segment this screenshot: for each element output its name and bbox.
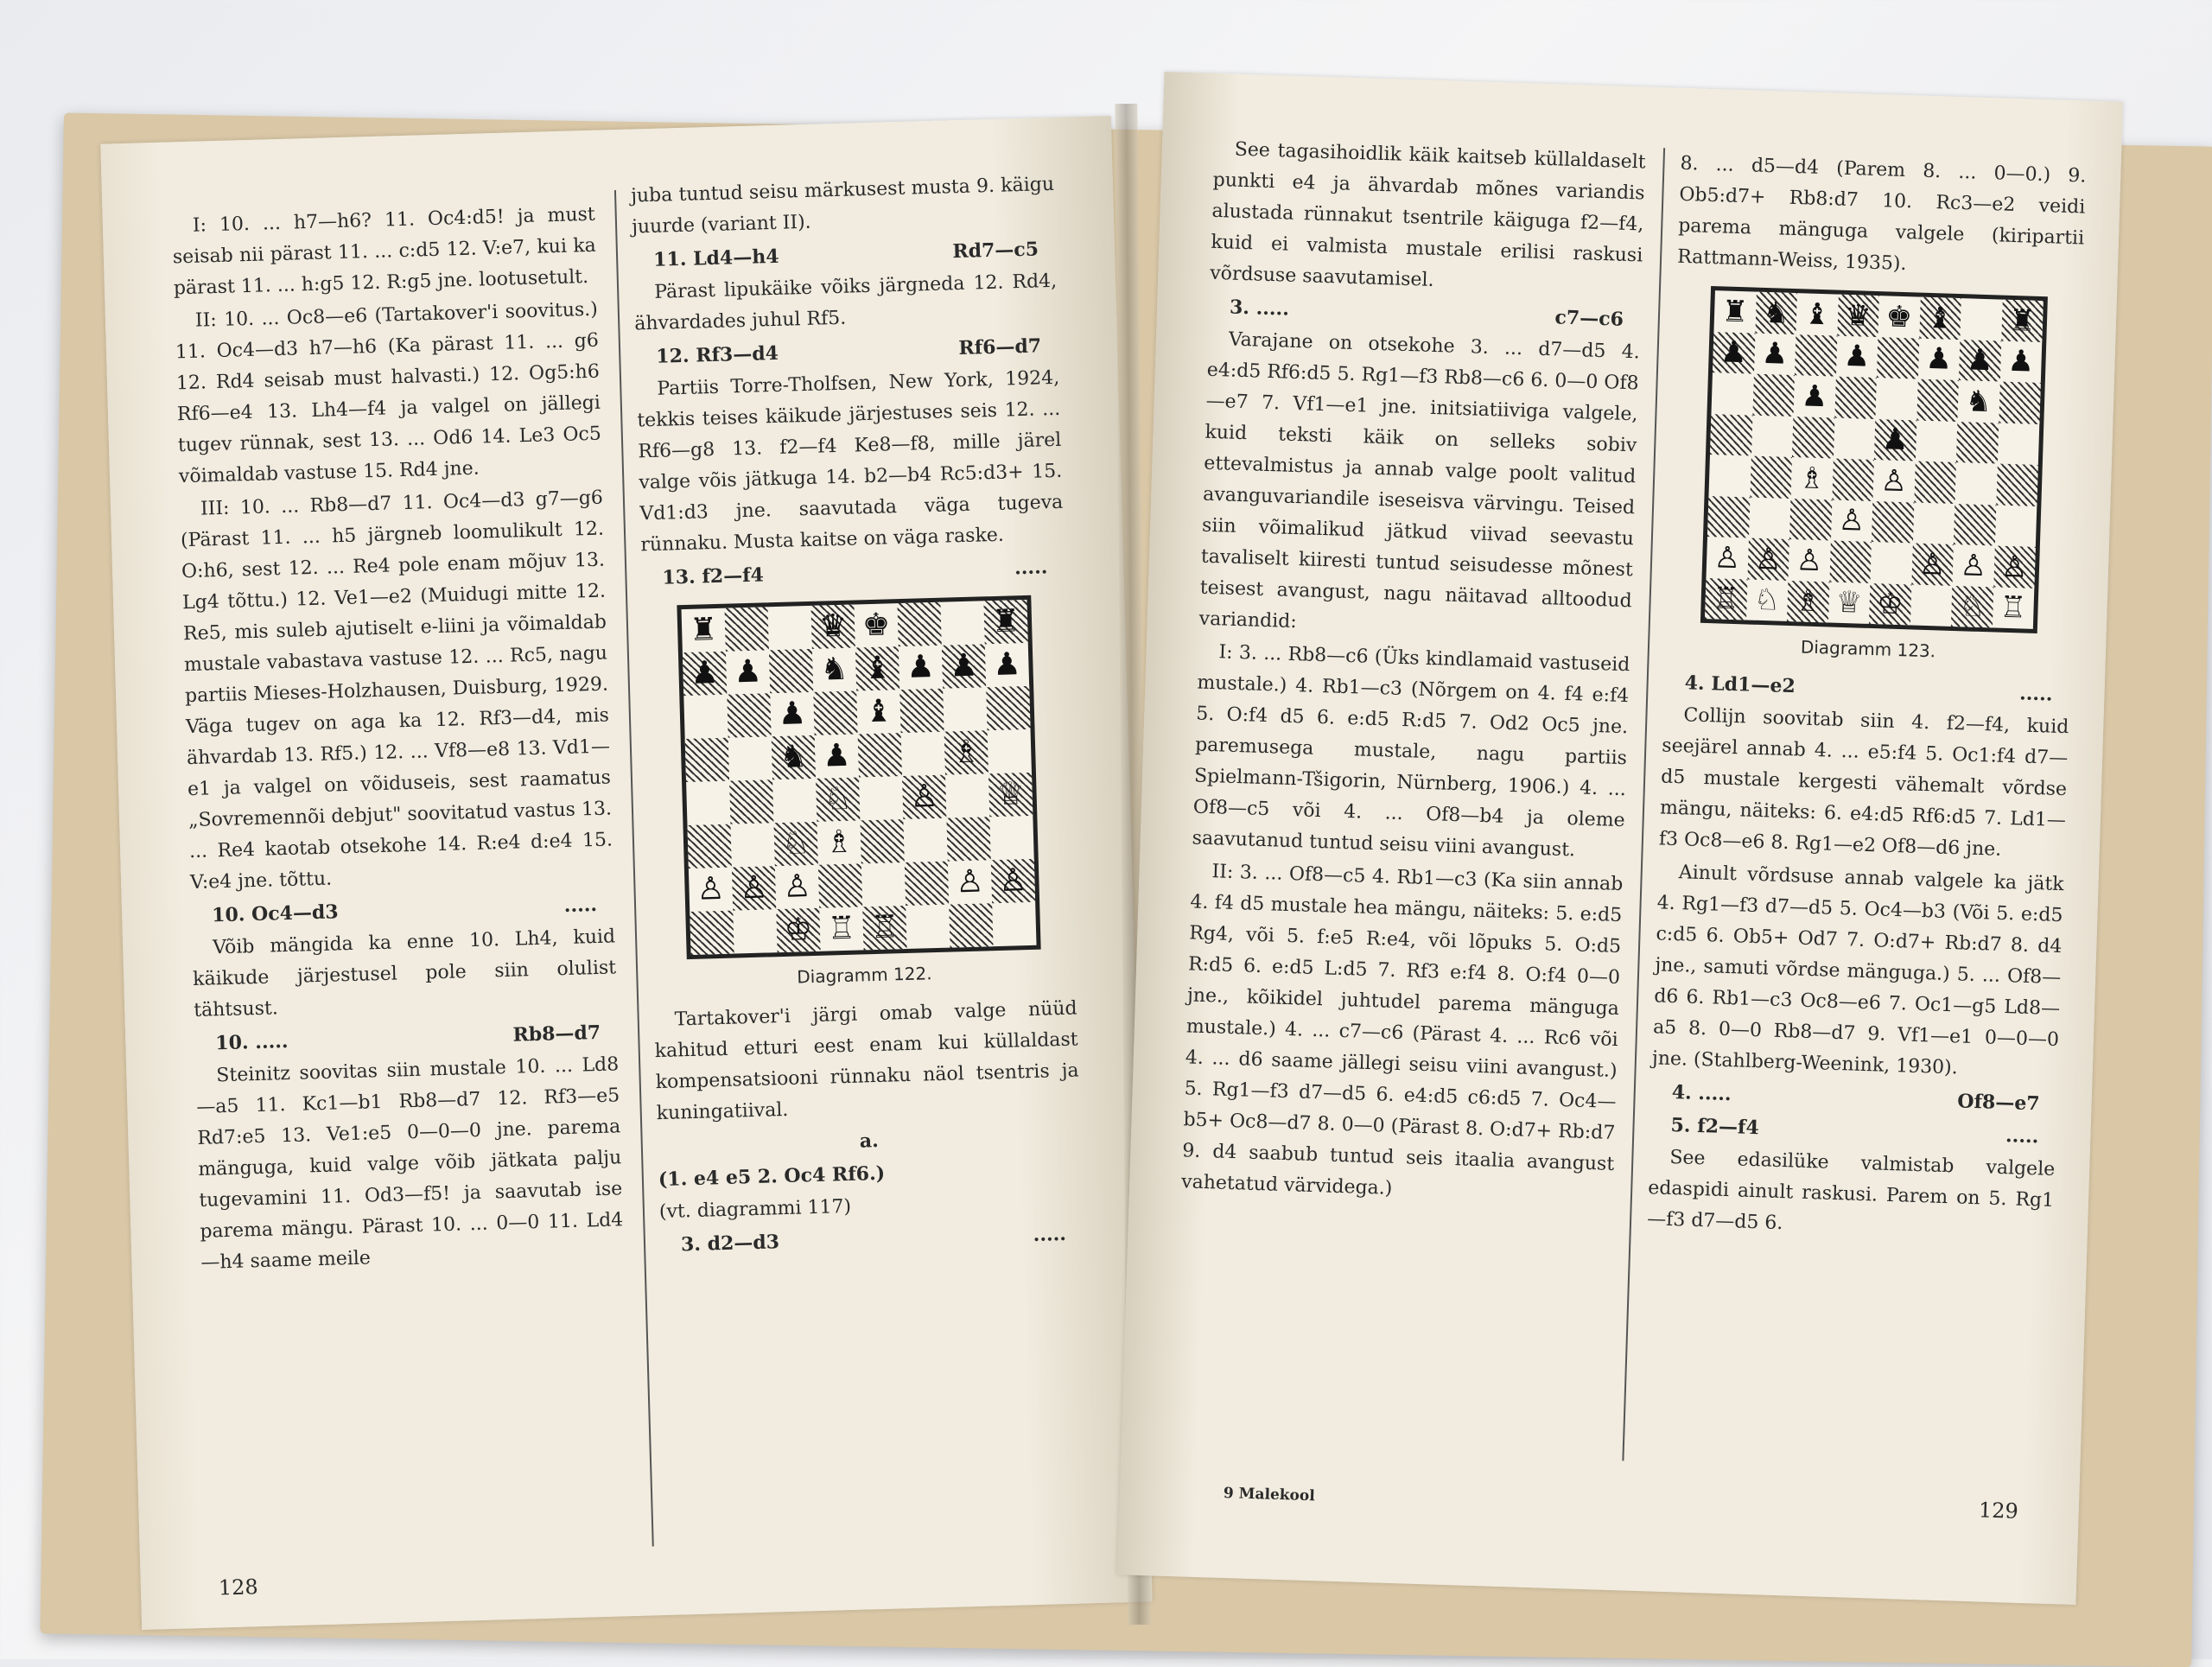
left-col2-top [631, 169, 1065, 594]
chess-square [1996, 463, 2038, 506]
chess-piece-square: ♙ [902, 775, 946, 819]
chess-diagram-122 [677, 595, 1040, 959]
chess-square [1710, 414, 1752, 456]
chess-square [1872, 500, 1914, 543]
chess-piece-square: ♙ [991, 859, 1035, 903]
chess-square [943, 687, 987, 731]
chess-piece-square: ♟ [1959, 340, 2001, 382]
paragraph: (vt. diagrammi 117) [658, 1195, 852, 1224]
paragraph: I: 10. ... h7—h6? 11. Oc4:d5! ja must seisab nii pärast 11. ... c:d5 12. V:e7, kui ka pärast 11. ... h:g5 12. R:g5 jne. lootusetult. [172, 203, 597, 300]
chess-piece-square: ♚ [1885, 299, 1913, 335]
paragraph: Tartakover'i järgi omab valge nüüd kahitud etturi eest enam kui küllaldast kompensatsiooni rünnaku näol tsentris ja kuningatiival. [654, 997, 1079, 1125]
right-column-2 [1647, 149, 2087, 1250]
chess-piece-square: ♟ [942, 644, 986, 688]
chess-square [988, 729, 1032, 773]
chess-square [1997, 423, 2039, 465]
chess-piece-square: ♜ [983, 600, 1027, 644]
move-text: 3. d2—d3 [680, 1231, 780, 1257]
chess-piece-square: ♘ [816, 777, 860, 821]
chess-piece-square: ♟ [733, 653, 763, 690]
chess-square [899, 689, 944, 733]
chess-square [1999, 382, 2041, 424]
paragraph: III: 10. ... Rb8—d7 11. Oc4—d3 g7—g6 (Pärast 11. ... h5 järgneb loomulikult 12. O:h6, sest 12. ... Re4 pole enam mõjuv 13. Lg4 tõttu.) 12. Ve1—e2 (Muidugi mitte 12. Re5, mis suleb ajutiselt e-liini ja võimaldab mustale vabastava vastuse 12. ... Rc5, nagu partiis Mieses-Holzhausen, Duisburg, 1929. Väga tugev on aga ka 12. Rf3—d4, mis ähvardab 13. Rf5.) 12. ... Vf8—e8 13. Vd1—e1 ja valgel on võiduseis, sest raamatus „Sovremennõi debjut" soovitatud vastus 13. ... Re4 kaotab otsekohe 14. R:e4 d:e4 15. V:e4 jne. tõttu. [180, 487, 613, 894]
chess-square [945, 773, 989, 818]
chess-square [903, 818, 947, 862]
chess-square [860, 819, 904, 863]
diagram-caption: Diagramm 122. [796, 963, 932, 988]
chess-piece-square: ♝ [864, 693, 893, 730]
chess-piece-square: ♖ [1999, 589, 2027, 626]
chess-square [1877, 337, 1919, 379]
chess-piece-square: ♞ [1755, 292, 1797, 334]
chess-square [1833, 417, 1875, 460]
paragraph: II: 3. ... Of8—c5 4. Rb1—c3 (Ka siin annab 4. f4 d5 mustale hea mängu, näiteks: 5. e:d5 Rg4, või 5. f:e5 R:e4, või lõpuks 5. O:d5 R:d5 6. e:d5 L:d5 7. Rf3 e:f4 8. O:f4 0—0 jne., kõikidel juhtudel parema mänguga mustale.) 4. ... c7—c6 (Pärast 4. ... Rc6 või 4. ... d6 saame jällegi seisu viini avangust.) 5. Rg1—f3 d7—d5 6. e4:d5 c6:d5 7. Oc4—b5+ Oc8—d7 8. 0—0 (Pärast 8. O:d7+ Rb:d7 9. d4 saabub tuntud seis itaalia avangust vahetatud värvidega.) [1180, 861, 1624, 1199]
chess-piece-square: ♙ [732, 866, 776, 910]
chess-square [727, 693, 771, 737]
chess-piece-square: ♞ [819, 651, 849, 688]
move-text: ..... [2005, 1124, 2039, 1148]
chess-square [1795, 334, 1837, 377]
chess-square [986, 686, 1030, 730]
chess-square [683, 695, 728, 739]
chess-piece-square: ♕ [988, 773, 1033, 817]
paragraph: Võib mängida ka enne 10. Lh4, kuid käikude järjestusel pole siin olulist tähtsust. [192, 926, 617, 1022]
chess-piece-square: ♘ [1753, 582, 1781, 618]
chess-piece-square: ♙ [782, 868, 812, 905]
chess-square [1955, 462, 1997, 505]
move-text: 4. Ld1—e2 [1684, 671, 1796, 698]
chess-piece-square: ♟ [2006, 344, 2035, 380]
chess-piece-square: ♟ [992, 646, 1022, 684]
chess-piece-square: ♙ [1713, 540, 1741, 576]
chess-piece-square: ♜ [1721, 294, 1749, 330]
chess-piece-square: ♛ [1837, 295, 1879, 337]
move-text: ..... [2018, 682, 2053, 706]
move-text: Rb8—d7 [512, 1021, 601, 1047]
chess-square [1751, 415, 1793, 457]
move-text: 10. ..... [214, 1030, 289, 1055]
chess-square [1956, 422, 1999, 464]
chess-square [1912, 502, 1955, 544]
chess-piece-square: ♟ [1713, 332, 1755, 374]
chess-square [861, 862, 906, 907]
chess-square [1870, 542, 1912, 584]
chess-square [724, 607, 768, 651]
chess-square [1916, 379, 1959, 422]
paragraph: Varajane on otsekohe 3. ... d7—d5 4. e4:d5 Rf6:d5 5. Rg1—f3 Rb8—c6 6. 0—0 Of8—e7 7. Vf1—e1 jne. initsiatiiviga valgele, kuid teksti käik on selleks sobiv ettevalmistus ja annab valge poolt valitud avanguvariandile iseseisva värvingu. Teised siin võimalikud jätkud viivad seevastu tavaliselt kiiresti tuntud seisudesse mõnest teisest avangust, nagu näitavad alltoodud variandid: [1198, 328, 1641, 633]
chess-piece-square: ♟ [822, 737, 852, 774]
move-text: ..... [1033, 1222, 1067, 1247]
chess-square [1711, 372, 1753, 415]
chess-square [905, 862, 949, 906]
chess-square [858, 733, 902, 777]
signature-mark: 9 Malekool [1223, 1484, 1316, 1505]
chess-piece-square: ♗ [824, 824, 854, 861]
chess-piece-square: ♙ [1838, 503, 1866, 538]
chess-square [730, 823, 774, 867]
paragraph: I: 3. ... Rb8—c6 (Üks kindlamaid vastuseid mustale.) 4. Rb1—c3 (Nõrgem on 4. f4 e:f4 5. O:f4 d5 6. e:d5 R:d5 7. Od2 Oc5 jne. paremusega mustale, nagu partiis Spielmann-Tšigorin, Nürnberg, 1906.) 4. ... Of8—c5 või 4. ... Of8—b4 ja oleme saavutanud tuntud seisu viini avangust. [1192, 641, 1630, 862]
move-text: 10. Oc4—d3 [211, 900, 339, 927]
chess-square [1834, 377, 1877, 419]
paragraph: See edasilüke valmistab valgele edaspidi ainult raskusi. Parem on 5. Rg1—f3 d7—d5 6. [1646, 1146, 2056, 1235]
chess-piece-square: ♙ [1747, 538, 1789, 580]
chess-piece-square: ♙ [1911, 543, 1954, 585]
diagram-caption: Diagramm 123. [1800, 636, 1936, 662]
right-page [1117, 72, 2123, 1605]
chess-piece-square: ♜ [2001, 300, 2044, 342]
left-col2-bottom [653, 994, 1084, 1262]
paragraph: See tagasihoidlik käik kaitseb küllaldaselt punkti e4 ja ähvardab mõnes variandis alustada rünnakut tsentrile käiguga f2—f4, kuid ei valmista mustale erilisi raskusi võrdsuse saavutamisel. [1209, 138, 1646, 291]
chess-square [1789, 499, 1832, 541]
chess-square [901, 732, 945, 776]
chess-piece-square: ♞ [1964, 384, 1993, 419]
page-number: 128 [218, 1575, 259, 1600]
chess-square [859, 776, 903, 820]
chess-diagram-123 [1700, 286, 2048, 633]
chess-piece-square: ♖ [1705, 577, 1747, 620]
left-column-1 [171, 200, 624, 1281]
move-text: ..... [563, 893, 598, 918]
paragraph: Steinitz soovitas siin mustale 10. ... Ld8—a5 11. Kc1—b1 Rb8—d7 12. Rf3—e5 Rd7:e5 13. Ve1:e5 0—0—0 jne. parema mänguga, kuid valge võib jätkata palju tugevamini 11. Od3—f5! ja saavutab ise parema mängu. Pärast 10. ... 0—0 11. Ld4—h4 saame meile [196, 1053, 624, 1274]
chess-piece-square: ♙ [1880, 463, 1908, 499]
chess-piece-square: ♟ [1874, 419, 1916, 461]
section-heading: a. [859, 1129, 880, 1153]
chess-piece-square: ♝ [855, 646, 899, 690]
chess-square [1750, 456, 1792, 499]
chess-square [1792, 417, 1834, 459]
chess-piece-square: ♖ [862, 906, 906, 950]
chess-piece-square: ♙ [1993, 545, 2036, 588]
chess-piece-square: ♕ [1835, 584, 1863, 620]
move-text: Rd7—c5 [952, 238, 1039, 264]
chess-piece-square: ♟ [906, 648, 936, 685]
chess-piece-square: ♚ [861, 607, 891, 644]
paragraph: II: 10. ... Oc8—e6 (Tartakover'i soovitus.) 11. Oc4—d3 h7—h6 (Ka pärast 11. ... g6 12. Rd4 seisab must halvasti.) 12. Og5:h6 Rf6—e4 13. Lh4—f4 ja valgel on jällegi tugev rünnak, sest 13. ... Od6 14. Le3 Oc5 võimaldab vastuse 15. Rd4 jne. [175, 298, 602, 488]
paragraph: Ainult võrdsuse annab valgele ka jätk 4. Rg1—f3 d7—d5 5. Oc4—b3 (Või 5. e:d5 c:d5 6. Ob5+ Od7 7. O:d7+ Rb:d7 8. d4 jne., samuti võrdse mänguga.) 5. ... Of8—d6 6. Rb1—c3 Oc8—e6 7. Oc1—g5 Ld8—a5 8. 0—0 Rb8—d7 9. Vf1—e1 0—0—0 jne. (Stahlberg-Weenink, 1930). [1651, 862, 2064, 1079]
chess-piece-square: ♗ [944, 730, 988, 774]
move-text: 12. Rf3—d4 [655, 341, 779, 368]
chess-square [1910, 584, 1952, 627]
chess-square [1709, 455, 1751, 497]
chess-square [1954, 503, 1996, 545]
chess-piece-square: ♝ [1803, 296, 1831, 333]
chess-piece-square: ♙ [696, 870, 726, 907]
paragraph: Pärast lipukäike võiks järgneda 12. Rd4, ähvardades juhul Rf5. [633, 270, 1058, 335]
chess-piece-square: ♟ [683, 652, 727, 696]
chess-piece-square: ♛ [810, 605, 855, 649]
chess-square [946, 817, 990, 861]
chess-square [989, 816, 1033, 860]
chess-square [767, 606, 811, 650]
paragraph: juba tuntud seisu märkusest musta 9. käigu juurde (variant II). [630, 173, 1055, 239]
paragraph: Partiis Torre-Tholfsen, New York, 1924, tekkis teises käikude järjestuses seis 12. ... Rf6—g8 13. f2—f4 Ke8—f8, mille järel valge võis jätkuga 14. b2—b4 Rc5:d3+ 15. Vd1:d3 jne. saavutada väga tugeva rünnaku. Musta kaitse on väga raske. [637, 366, 1064, 557]
chess-square [1707, 496, 1750, 538]
right-col2-bottom [1647, 667, 2070, 1248]
chess-piece-square: ♞ [772, 735, 816, 779]
chess-square [906, 905, 950, 949]
right-column-1 [1181, 134, 1647, 1213]
chess-piece-square: ♟ [778, 696, 807, 733]
move-text: Rf6—d7 [958, 334, 1042, 360]
chess-square [940, 601, 984, 645]
chess-square [769, 649, 813, 693]
chess-piece-square: ♖ [827, 910, 856, 947]
chess-square [949, 903, 993, 947]
chess-piece-square: ♜ [689, 611, 718, 648]
chess-square [1748, 497, 1790, 539]
chess-piece-square: ♙ [1796, 542, 1823, 578]
move-text: c7—c6 [1554, 306, 1624, 331]
chess-square [992, 902, 1036, 946]
chess-square [1832, 459, 1874, 501]
paragraph: 8. ... d5—d4 (Parem 8. ... 0—0.) 9. Ob5:d7+ Rb8:d7 10. Rc3—e2 veidi parema mänguga valgele (kiripartii Rattmann-Weiss, 1935). [1676, 152, 2087, 276]
chess-square [733, 909, 777, 953]
chess-piece-square: ♙ [955, 863, 985, 900]
chess-piece-square: ♝ [1919, 297, 1961, 340]
chess-piece-square: ♟ [1801, 379, 1828, 415]
move-text: ..... [1014, 556, 1048, 580]
chess-piece-square: ♗ [1787, 580, 1829, 622]
paragraph: (1. e4 e5 2. Oc4 Rf6.) [658, 1161, 886, 1192]
chess-square [729, 779, 773, 824]
chess-piece-square: ♔ [1869, 582, 1911, 625]
chess-square [690, 911, 734, 955]
chess-square [685, 738, 729, 782]
chess-piece-square: ♘ [773, 822, 817, 866]
move-text: 11. Ld4—h4 [652, 245, 779, 271]
chess-piece-square: ♗ [1798, 461, 1826, 496]
chess-square [1994, 505, 2037, 547]
paragraph: Collijn soovitab siin 4. f2—f4, kuid seejärel annab 4. ... e5:f4 5. Oc1:f4 d7—d5 mustale kergesti vähemalt võrdse mängu, näiteks: 6. e4:d5 Rf6:d5 7. Ld1—f3 Oc8—e6 8. Rg1—e2 Of8—d6 jne. [1658, 704, 2069, 861]
chess-square [686, 781, 730, 825]
move-text: 4. ..... [1671, 1081, 1732, 1106]
move-text: Of8—e7 [1956, 1090, 2040, 1116]
chess-square [897, 602, 941, 646]
chess-piece-square: ♘ [1951, 585, 1993, 627]
chess-square [687, 824, 731, 868]
page-number: 129 [1978, 1498, 2019, 1524]
chess-square [1752, 374, 1795, 417]
chess-piece-square: ♙ [1959, 547, 1987, 583]
chess-square [1914, 461, 1956, 504]
move-text: 5. f2—f4 [1670, 1114, 1760, 1140]
chess-square [1960, 298, 2002, 340]
left-page [100, 116, 1153, 1630]
chess-square [772, 779, 817, 823]
chess-square [1915, 420, 1957, 462]
chess-square [813, 690, 857, 735]
chess-square [818, 863, 862, 907]
chess-square [728, 736, 772, 780]
chess-piece-square: ♟ [1843, 339, 1871, 375]
chess-piece-square: ♟ [1761, 336, 1789, 372]
right-col2-top [1677, 149, 2087, 286]
chess-square [1875, 378, 1917, 420]
left-column-2 [631, 169, 1084, 1263]
chess-square [1829, 540, 1872, 582]
move-text: 13. f2—f4 [662, 563, 765, 589]
move-text: 3. ..... [1229, 296, 1290, 321]
chess-piece-square: ♔ [776, 908, 820, 952]
chess-piece-square: ♟ [1924, 341, 1953, 378]
